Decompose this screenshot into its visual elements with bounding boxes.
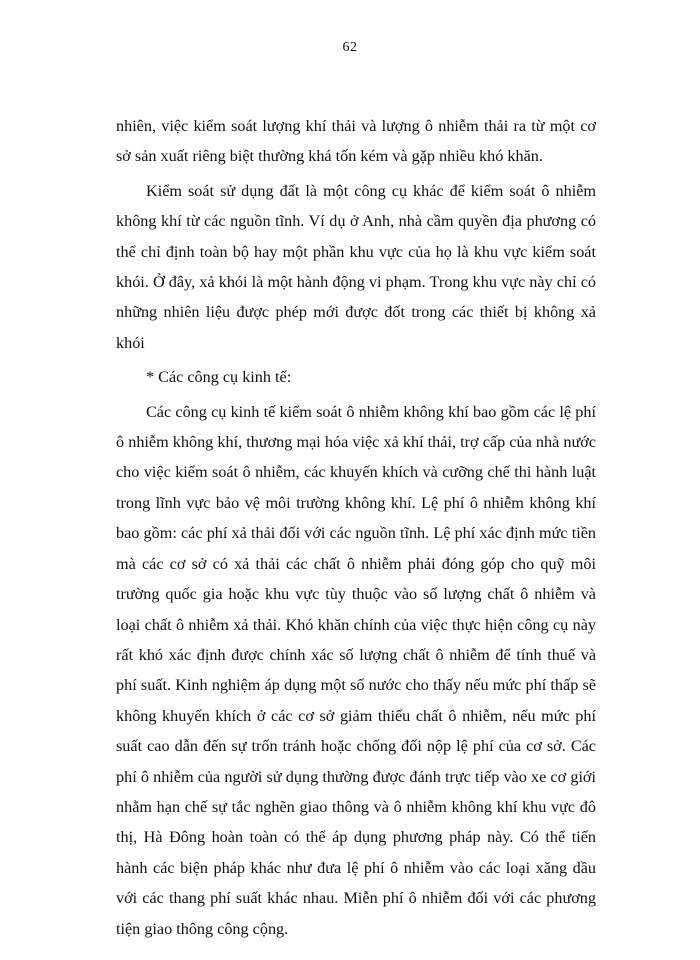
paragraph-land-use-control: Kiểm soát sử dụng đất là một công cụ khác để kiểm soát ô nhiễm không khí từ các nguồn tĩnh. Ví dụ ở Anh, nhà cầm quyền địa phương có thể chỉ định toàn bộ hay một phần khu vực của họ là khu vực kiểm soát khói. Ở đây, xả khói là một hành động vi phạm. Trong khu vực này chỉ có những nhiên liệu được phép mới được đốt trong các thiết bị không xả khói: [116, 181, 596, 352]
paragraph-economic-tools: Các công cụ kinh tế kiểm soát ô nhiễm không khí bao gồm các lệ phí ô nhiễm không khí, thương mại hóa việc xả khí thải, trợ cấp của nhà nước cho việc kiểm soát ô nhiễm, các khuyến khích và cưỡng chế thi hành luật trong lĩnh vực bảo vệ môi trường không khí. Lệ phí ô nhiễm không khí bao gồm: các phí xả thải đối với các nguồn tĩnh. Lệ phí xác định mức tiền mà các cơ sở có xả thải các chất ô nhiễm phải đóng góp cho quỹ môi trường quốc gia hoặc khu vực tùy thuộc vào số lượng chất ô nhiễm và loại chất ô nhiễm xả thải. Khó khăn chính của việc thực hiện công cụ này rất khó xác định được chính xác số lượng chất ô nhiễm để tính thuế và phí suất. Kinh nghiệm áp dụng một số nước cho thấy nếu mức phí thấp sẽ không khuyến khích ở các cơ sở giảm thiểu chất ô nhiễm, nếu mức phí suất cao dẫn đến sự trốn tránh hoặc chống đối nộp lệ phí của cơ sở. Các phí ô nhiễm của người sử dụng thường được đánh trực tiếp vào xe cơ giới nhằm hạn chế sự tắc nghẽn giao thông và ô nhiễm không khí khu vực đô thị, Hà Đông hoàn toàn có thể áp dụng phương pháp này. Có thể tiến hành các biện pháp khác như đưa lệ phí ô nhiễm vào các loại xăng dầu với các thang phí suất khác nhau. Miễn phí ô nhiễm đối với các phương tiện giao thông công cộng.: [116, 402, 596, 938]
section-heading-economic-tools: * Các công cụ kinh tế:: [146, 368, 292, 387]
paragraph-continuation: nhiên, việc kiểm soát lượng khí thải và lượng ô nhiễm thải ra từ một cơ sở sản xuất riêng biệt thường khá tốn kém và gặp nhiều khó khăn.: [116, 117, 596, 166]
body-text: [116, 111, 596, 944]
page-number: 62: [342, 40, 358, 55]
